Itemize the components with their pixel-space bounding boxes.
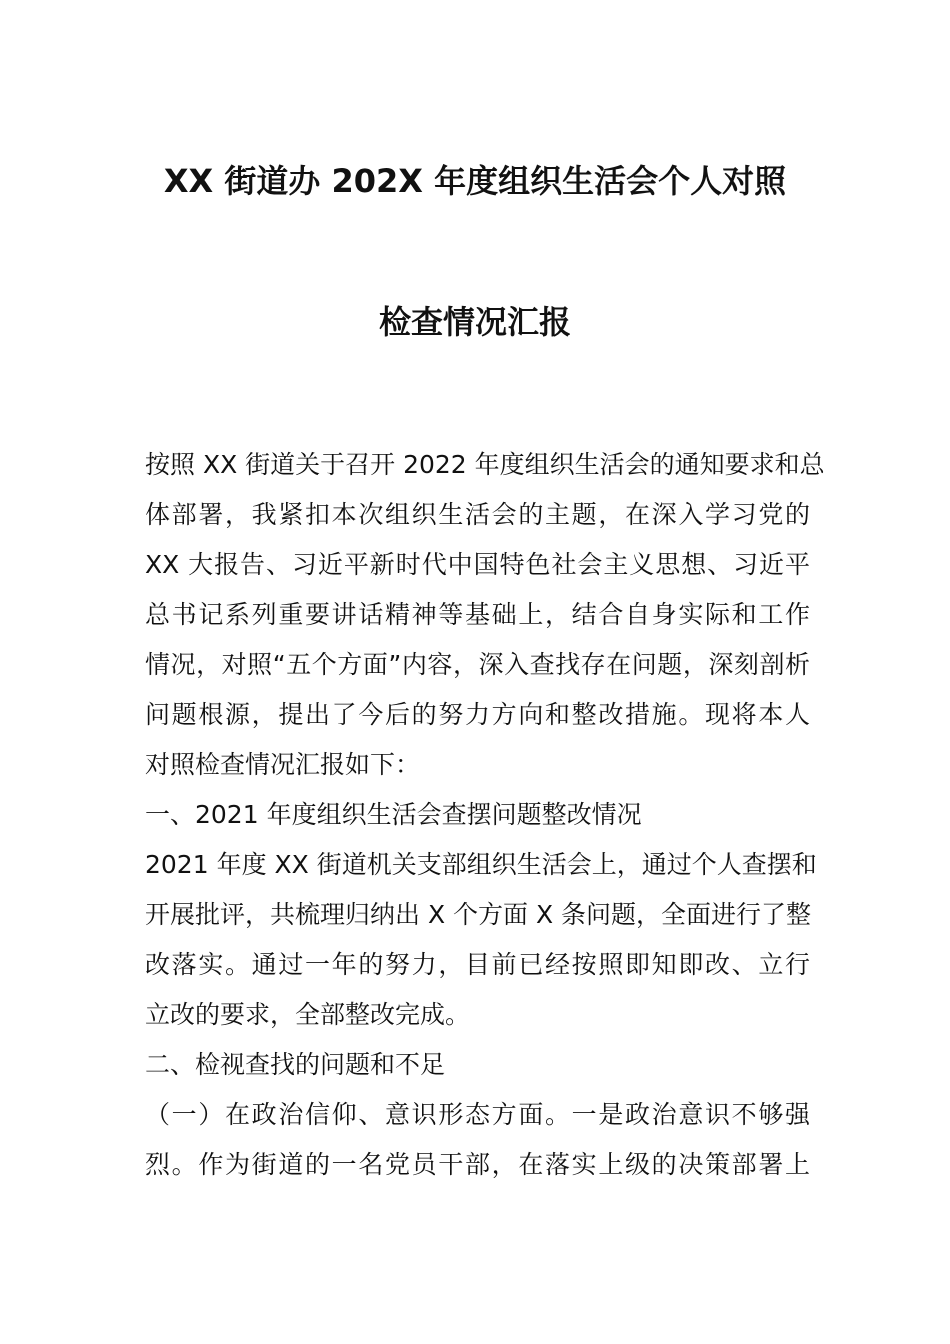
document-title-line-2: 检查情况汇报 [378, 303, 571, 341]
body-line: 体部署，我紧扣本次组织生活会的主题，在深入学习党的 [145, 500, 810, 529]
section-heading: 二、检视查找的问题和不足 [145, 1050, 446, 1079]
document-body [145, 440, 825, 1190]
body-line: 按照 XX 街道关于召开 2022 年度组织生活会的通知要求和总 [145, 450, 825, 479]
body-line: 烈。作为街道的一名党员干部，在落实上级的决策部署上 [145, 1150, 810, 1179]
body-line: 立改的要求，全部整改完成。 [145, 1000, 471, 1029]
document-title-line-1: XX 街道办 202X 年度组织生活会个人对照 [163, 162, 787, 200]
section-heading: 一、2021 年度组织生活会查摆问题整改情况 [145, 800, 642, 829]
body-line: 情况，对照“五个方面”内容，深入查找存在问题，深刻剖析 [145, 650, 810, 679]
body-line: 2021 年度 XX 街道机关支部组织生活会上，通过个人查摆和 [145, 850, 817, 879]
body-line: XX 大报告、习近平新时代中国特色社会主义思想、习近平 [145, 550, 810, 579]
body-line: 总书记系列重要讲话精神等基础上，结合自身实际和工作 [145, 600, 810, 629]
body-line: 改落实。通过一年的努力，目前已经按照即知即改、立行 [145, 950, 810, 979]
body-line: 对照检查情况汇报如下： [145, 750, 421, 779]
body-line: （一）在政治信仰、意识形态方面。一是政治意识不够强 [145, 1100, 810, 1129]
body-line: 问题根源，提出了今后的努力方向和整改措施。现将本人 [145, 700, 810, 729]
body-line: 开展批评，共梳理归纳出 X 个方面 X 条问题，全面进行了整 [145, 900, 812, 929]
